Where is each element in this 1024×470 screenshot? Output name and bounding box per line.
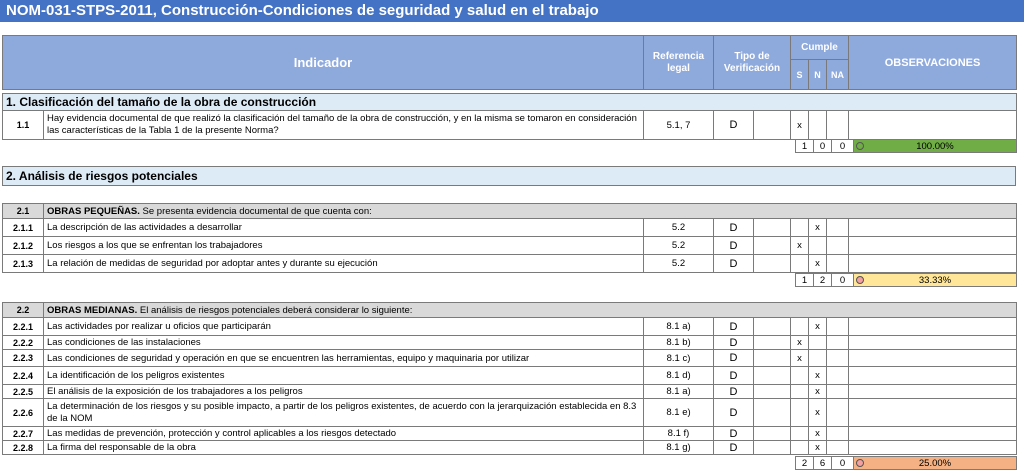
subsection-2-1-totals	[795, 273, 1017, 287]
cell-text[interactable]: x	[809, 318, 827, 336]
cell-text[interactable]	[809, 350, 827, 367]
cell-text: 100.00%	[916, 140, 954, 152]
cell-text: Las condiciones de las instalaciones	[44, 336, 644, 350]
table-row	[3, 399, 1017, 427]
table-row	[3, 441, 1017, 455]
section-1-title: 1. Clasificación del tamaño de la obra de construcción	[3, 94, 1017, 111]
table-row	[3, 367, 1017, 385]
cell-text: OBRAS PEQUEÑAS.	[47, 205, 140, 217]
cell-text[interactable]: x	[809, 385, 827, 399]
cell-text: Hay evidencia documental de que realizó la clasificación del tamaño de la obra de construcción, y en la misma se tomaron en consideración las características de la Tabla 1 de la presente Norma?	[44, 111, 644, 140]
cell-text[interactable]	[791, 367, 809, 385]
table-row	[3, 336, 1017, 350]
cell-text: D	[714, 336, 754, 350]
cell-text: 8.1 a)	[644, 385, 714, 399]
cell-text: D	[714, 219, 754, 237]
subsection-2-2	[2, 302, 1017, 455]
cell-text: 2.1	[3, 204, 44, 219]
cell-text: Las actividades por realizar u oficios que participarán	[44, 318, 644, 336]
cell-text: 5.2	[644, 255, 714, 273]
header-observaciones: OBSERVACIONES	[849, 36, 1017, 90]
cell-text: Tipo de	[734, 50, 770, 62]
cell-text: Las condiciones de seguridad y operación en que se encuentren las herramientas, equipo y maquinaria por utilizar	[44, 350, 644, 367]
cell-text: 2	[796, 457, 814, 470]
cell-text: 2.2.5	[3, 385, 44, 399]
cell-text: Verificación	[723, 62, 781, 74]
cell-text[interactable]	[809, 111, 827, 140]
table-row	[3, 318, 1017, 336]
table-row	[3, 111, 1017, 140]
table-row	[3, 255, 1017, 273]
cell-text: El análisis de la exposición de los trabajadores a los peligros	[44, 385, 644, 399]
cell-text: Se presenta evidencia documental de que cuenta con:	[139, 205, 372, 217]
header-s: S	[791, 60, 809, 90]
cell-text: OBRAS MEDIANAS.	[47, 304, 138, 316]
section-1-totals	[795, 139, 1017, 153]
cell-text: 2.2.2	[3, 336, 44, 350]
cell-text[interactable]	[791, 385, 809, 399]
header-n: N	[809, 60, 827, 90]
cell-text: 8.1 a)	[644, 318, 714, 336]
cell-text: 5.1, 7	[644, 111, 714, 140]
cell-text: La determinación de los riesgos y su posible impacto, a partir de los peligros existentes, de acuerdo con la jerarquización establecida en 8.3 de la NOM	[44, 399, 644, 427]
cell-text: 2.1.3	[3, 255, 44, 273]
header-tipo	[714, 36, 791, 90]
cell-text[interactable]	[791, 441, 809, 455]
score-cell	[854, 274, 1017, 287]
cell-text: 2.1.1	[3, 219, 44, 237]
cell-text[interactable]: x	[809, 441, 827, 455]
cell-text: 25.00%	[918, 457, 952, 469]
cell-text[interactable]	[827, 111, 849, 140]
cell-text: 5.2	[644, 219, 714, 237]
cell-text[interactable]	[827, 336, 849, 350]
cell-text: D	[714, 441, 754, 455]
cell-text: 0	[832, 274, 854, 287]
cell-text: 8.1 g)	[644, 441, 714, 455]
cell-text: D	[714, 385, 754, 399]
cell-text: Las medidas de prevención, protección y control aplicables a los riesgos detectado	[44, 427, 644, 441]
section-1	[2, 93, 1017, 140]
cell-text: 2	[814, 274, 832, 287]
cell-text[interactable]	[809, 336, 827, 350]
table-row	[3, 427, 1017, 441]
subsection-2-2-totals	[795, 456, 1017, 470]
cell-text[interactable]	[791, 255, 809, 273]
cell-text: Los riesgos a los que se enfrentan los trabajadores	[44, 237, 644, 255]
cell-text: D	[714, 367, 754, 385]
subsection-2-1	[2, 203, 1017, 273]
section-2-title: 2. Análisis de riesgos potenciales	[3, 167, 1016, 186]
cell-text: La descripción de las actividades a desarrollar	[44, 219, 644, 237]
cell-text: 8.1 c)	[644, 350, 714, 367]
cell-text: 2.2.6	[3, 399, 44, 427]
cell-text: 6	[814, 457, 832, 470]
cell-text[interactable]	[827, 441, 849, 455]
cell-text[interactable]	[791, 219, 809, 237]
cell-text[interactable]: x	[809, 219, 827, 237]
cell-text: La firma del responsable de la obra	[44, 441, 644, 455]
cell-text[interactable]	[827, 399, 849, 427]
cell-text: 8.1 b)	[644, 336, 714, 350]
cell-text: La identificación de los peligros existentes	[44, 367, 644, 385]
cell-text[interactable]: x	[791, 336, 809, 350]
cell-text: D	[714, 111, 754, 140]
cell-text: 2.2.7	[3, 427, 44, 441]
column-header	[2, 35, 1017, 90]
cell-text: 2.2	[3, 303, 44, 318]
cell-text: D	[714, 399, 754, 427]
cell-text: 2.2.4	[3, 367, 44, 385]
cell-text: D	[714, 255, 754, 273]
cell-text: Referencia	[652, 50, 705, 62]
cell-text[interactable]	[827, 385, 849, 399]
cell-text: 8.1 f)	[644, 427, 714, 441]
header-referencia	[644, 36, 714, 90]
cell-text: 33.33%	[918, 274, 952, 286]
table-row	[3, 237, 1017, 255]
cell-text[interactable]: x	[791, 111, 809, 140]
cell-text: 2.2.8	[3, 441, 44, 455]
header-na: NA	[827, 60, 849, 90]
cell-text: 2.2.3	[3, 350, 44, 367]
cell-text: 8.1 e)	[644, 399, 714, 427]
cell-text: 0	[814, 140, 832, 153]
cell-text[interactable]	[791, 427, 809, 441]
cell-text[interactable]	[827, 237, 849, 255]
cell-text: 1	[796, 140, 814, 153]
cell-text[interactable]	[827, 350, 849, 367]
cell-text: 5.2	[644, 237, 714, 255]
cell-text: 1	[796, 274, 814, 287]
cell-text[interactable]	[827, 318, 849, 336]
cell-text: La relación de medidas de seguridad por adoptar antes y durante su ejecución	[44, 255, 644, 273]
cell-text[interactable]	[791, 318, 809, 336]
table-row	[3, 385, 1017, 399]
cell-text[interactable]	[827, 427, 849, 441]
cell-text[interactable]: x	[809, 255, 827, 273]
cell-text[interactable]	[827, 255, 849, 273]
score-cell	[854, 140, 1017, 153]
cell-text: D	[714, 318, 754, 336]
cell-text: D	[714, 350, 754, 367]
section-2	[2, 166, 1016, 186]
cell-text: legal	[667, 62, 690, 74]
table-row	[3, 350, 1017, 367]
cell-text[interactable]: x	[809, 367, 827, 385]
cell-text: D	[714, 237, 754, 255]
cell-text: D	[714, 427, 754, 441]
cell-text: 2.1.2	[3, 237, 44, 255]
cell-text: El análisis de riesgos potenciales deberá considerar lo siguiente:	[137, 304, 413, 316]
cell-text[interactable]	[791, 399, 809, 427]
status-dot-icon	[856, 276, 864, 284]
cell-text: 2.2.1	[3, 318, 44, 336]
page-title: NOM-031-STPS-2011, Construcción-Condiciones de seguridad y salud en el trabajo	[0, 0, 1024, 22]
cell-text: 0	[832, 140, 854, 153]
table-row	[3, 219, 1017, 237]
cell-text: 1.1	[3, 111, 44, 140]
cell-text[interactable]	[809, 237, 827, 255]
cell-text[interactable]: x	[809, 399, 827, 427]
status-dot-icon	[856, 459, 864, 467]
score-cell	[854, 457, 1017, 470]
cell-text: 0	[832, 457, 854, 470]
cell-text[interactable]	[827, 367, 849, 385]
cell-text[interactable]: x	[791, 350, 809, 367]
header-cumple: Cumple	[791, 36, 849, 60]
header-indicador: Indicador	[3, 36, 644, 90]
cell-text[interactable]	[827, 219, 849, 237]
status-dot-icon	[856, 142, 864, 150]
cell-text[interactable]: x	[791, 237, 809, 255]
cell-text[interactable]: x	[809, 427, 827, 441]
cell-text: 8.1 d)	[644, 367, 714, 385]
